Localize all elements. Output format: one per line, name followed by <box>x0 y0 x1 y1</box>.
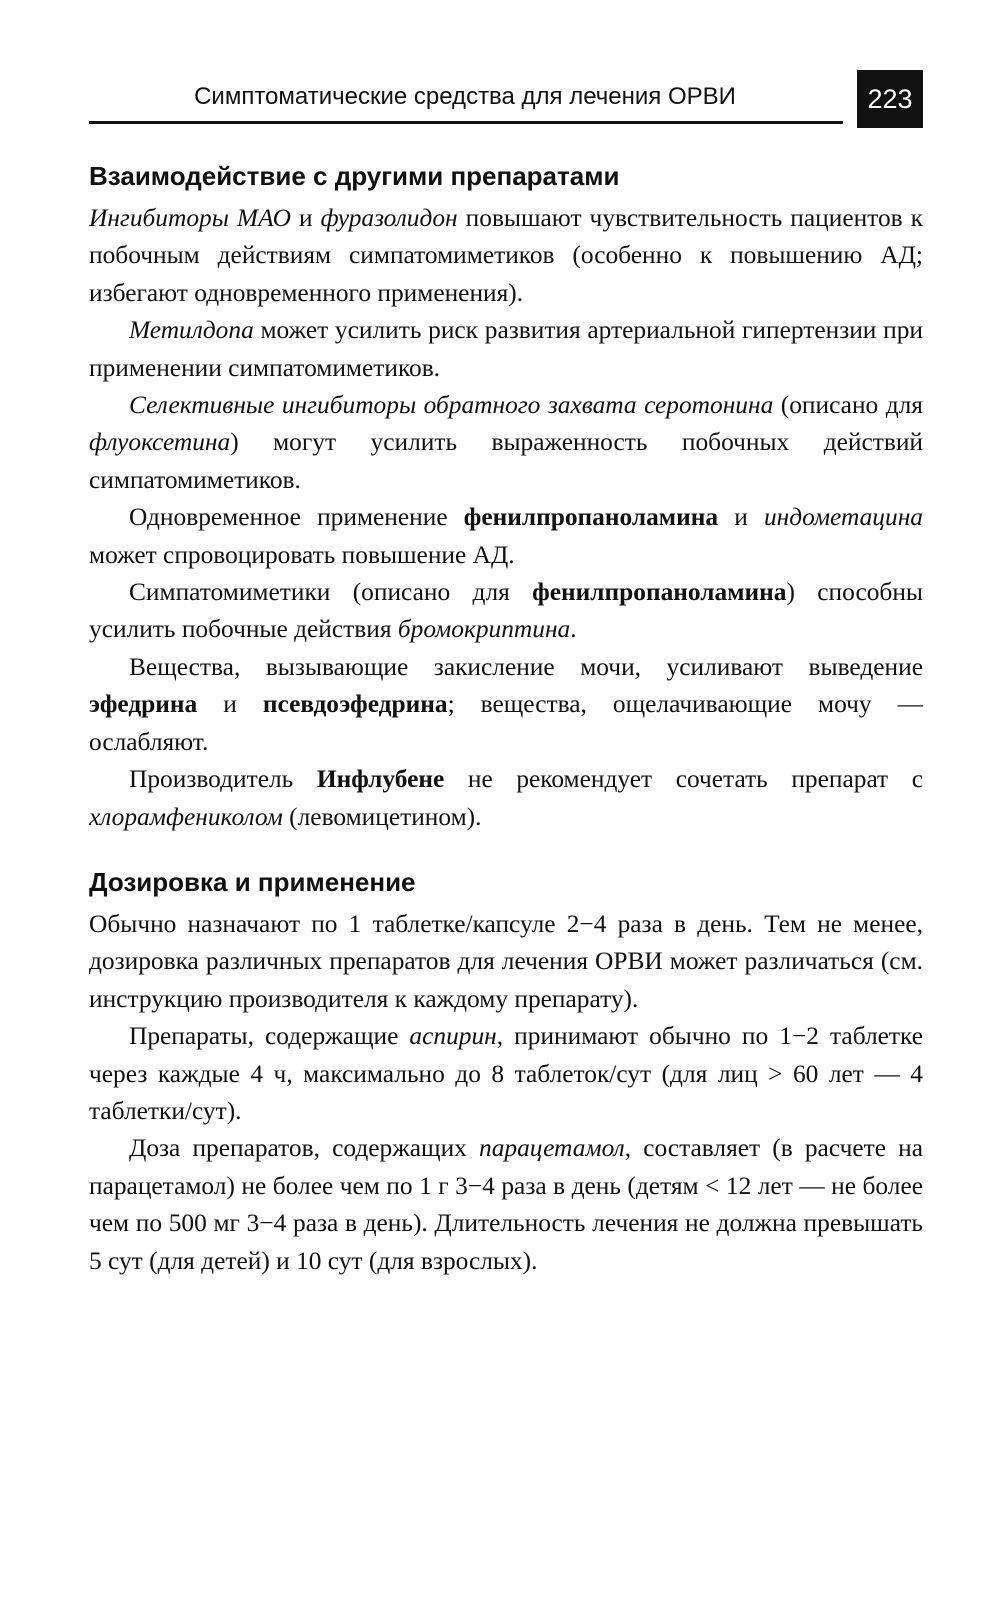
page-number: 223 <box>857 70 923 128</box>
text-run: Вещества, вызывающие закисление мочи, усиливают выведение <box>129 652 923 681</box>
text-run: . <box>570 615 577 644</box>
section-interactions <box>89 200 923 836</box>
text-run: Симпатомиметики (описано для <box>129 578 533 607</box>
paragraph <box>89 1130 923 1280</box>
paragraph <box>89 761 923 836</box>
drug-name-italic: фуразолидон <box>320 204 458 232</box>
text-run: не рекомендует сочетать препарат с <box>444 765 924 794</box>
drug-name-bold: псевдоэфедрина <box>262 690 448 719</box>
text-run: , принимают обычно по 1−2 таблетке через каждые 4 ч, максимально до 8 таблеток/сут (для лиц > 60 лет — 4 таблетки/сут). <box>89 1022 923 1125</box>
text-run: , составляет (в расчете на парацетамол) не более чем по 1 г 3−4 раза в день (детям < 12 лет — не более чем по 500 мг 3−4 раза в день). Длительность лечения не должна превышать 5 сут (для детей) и 10 сут (для взрослых). <box>89 1134 923 1275</box>
running-title: Симптоматические средства для лечения ОРВИ <box>194 83 736 110</box>
drug-name-bold: фенилпропаноламина <box>532 578 787 607</box>
section-dosage <box>89 906 923 1280</box>
text-run: и <box>718 503 764 532</box>
text-run: повышают чувствительность пациентов к побочным действиям симпатомиметиков (особенно к повышению АД; избегают одновременного применения). <box>89 204 923 307</box>
section-heading-interactions: Взаимодействие с другими препаратами <box>89 161 620 191</box>
section-heading-dosage: Дозировка и применение <box>89 866 416 897</box>
text-run: и <box>197 690 263 719</box>
text-run: Препараты, содержащие <box>129 1022 410 1051</box>
text-run: может усилить риск развития артериальной гипертензии при применении симпатомиметиков. <box>89 316 923 382</box>
drug-name-bold: эфедрина <box>89 690 198 719</box>
drug-name-italic: индометацина <box>763 503 923 532</box>
paragraph <box>89 200 923 312</box>
text-run: ; вещества, ощелачивающие мочу — ослабляют. <box>89 690 923 756</box>
text-run: Доза препаратов, содержащих <box>129 1134 480 1163</box>
drug-name-italic: хлорамфениколом <box>89 802 283 831</box>
paragraph <box>89 649 923 761</box>
drug-name-italic: Селективные ингибиторы обратного захвата серотонина <box>129 391 774 420</box>
text-run: Обычно назначают по 1 таблетке/капсуле 2−4 раза в день. Тем не менее, дозировка различных препаратов для лечения ОРВИ может различаться (см. инструкцию производителя к каждому препарату). <box>89 909 923 1013</box>
paragraph <box>89 312 923 387</box>
text-run: ) могут усилить выраженность побочных действий симпатомиметиков. <box>89 428 923 494</box>
header-rule <box>89 121 843 124</box>
text-run: Производитель <box>129 765 317 794</box>
drug-name-bold: фенилпропаноламина <box>463 503 719 532</box>
drug-name-italic: Ингибиторы МАО <box>89 204 291 232</box>
paragraph <box>89 387 923 499</box>
text-run: может спровоцировать повышение АД. <box>89 540 515 569</box>
paragraph <box>89 499 923 574</box>
drug-name-italic: бромокриптина <box>397 615 571 644</box>
text-run: и <box>290 204 321 232</box>
paragraph <box>89 906 923 1018</box>
drug-name-italic: аспирин <box>409 1022 497 1051</box>
drug-name-italic: флуоксетина <box>89 428 231 457</box>
drug-name-italic: парацетамол <box>479 1134 625 1163</box>
paragraph <box>89 574 923 649</box>
text-run: Одновременное применение <box>129 503 464 532</box>
drug-name-bold: Инфлубене <box>316 765 445 794</box>
drug-name-italic: Метилдопа <box>129 316 254 345</box>
book-page <box>89 68 923 1280</box>
running-header <box>89 68 923 128</box>
text-run: (описано для <box>773 391 923 420</box>
text-run: (левомицетином). <box>282 802 482 831</box>
text-run: ) способны усилить побочные действия <box>89 578 923 644</box>
paragraph <box>89 1018 923 1130</box>
